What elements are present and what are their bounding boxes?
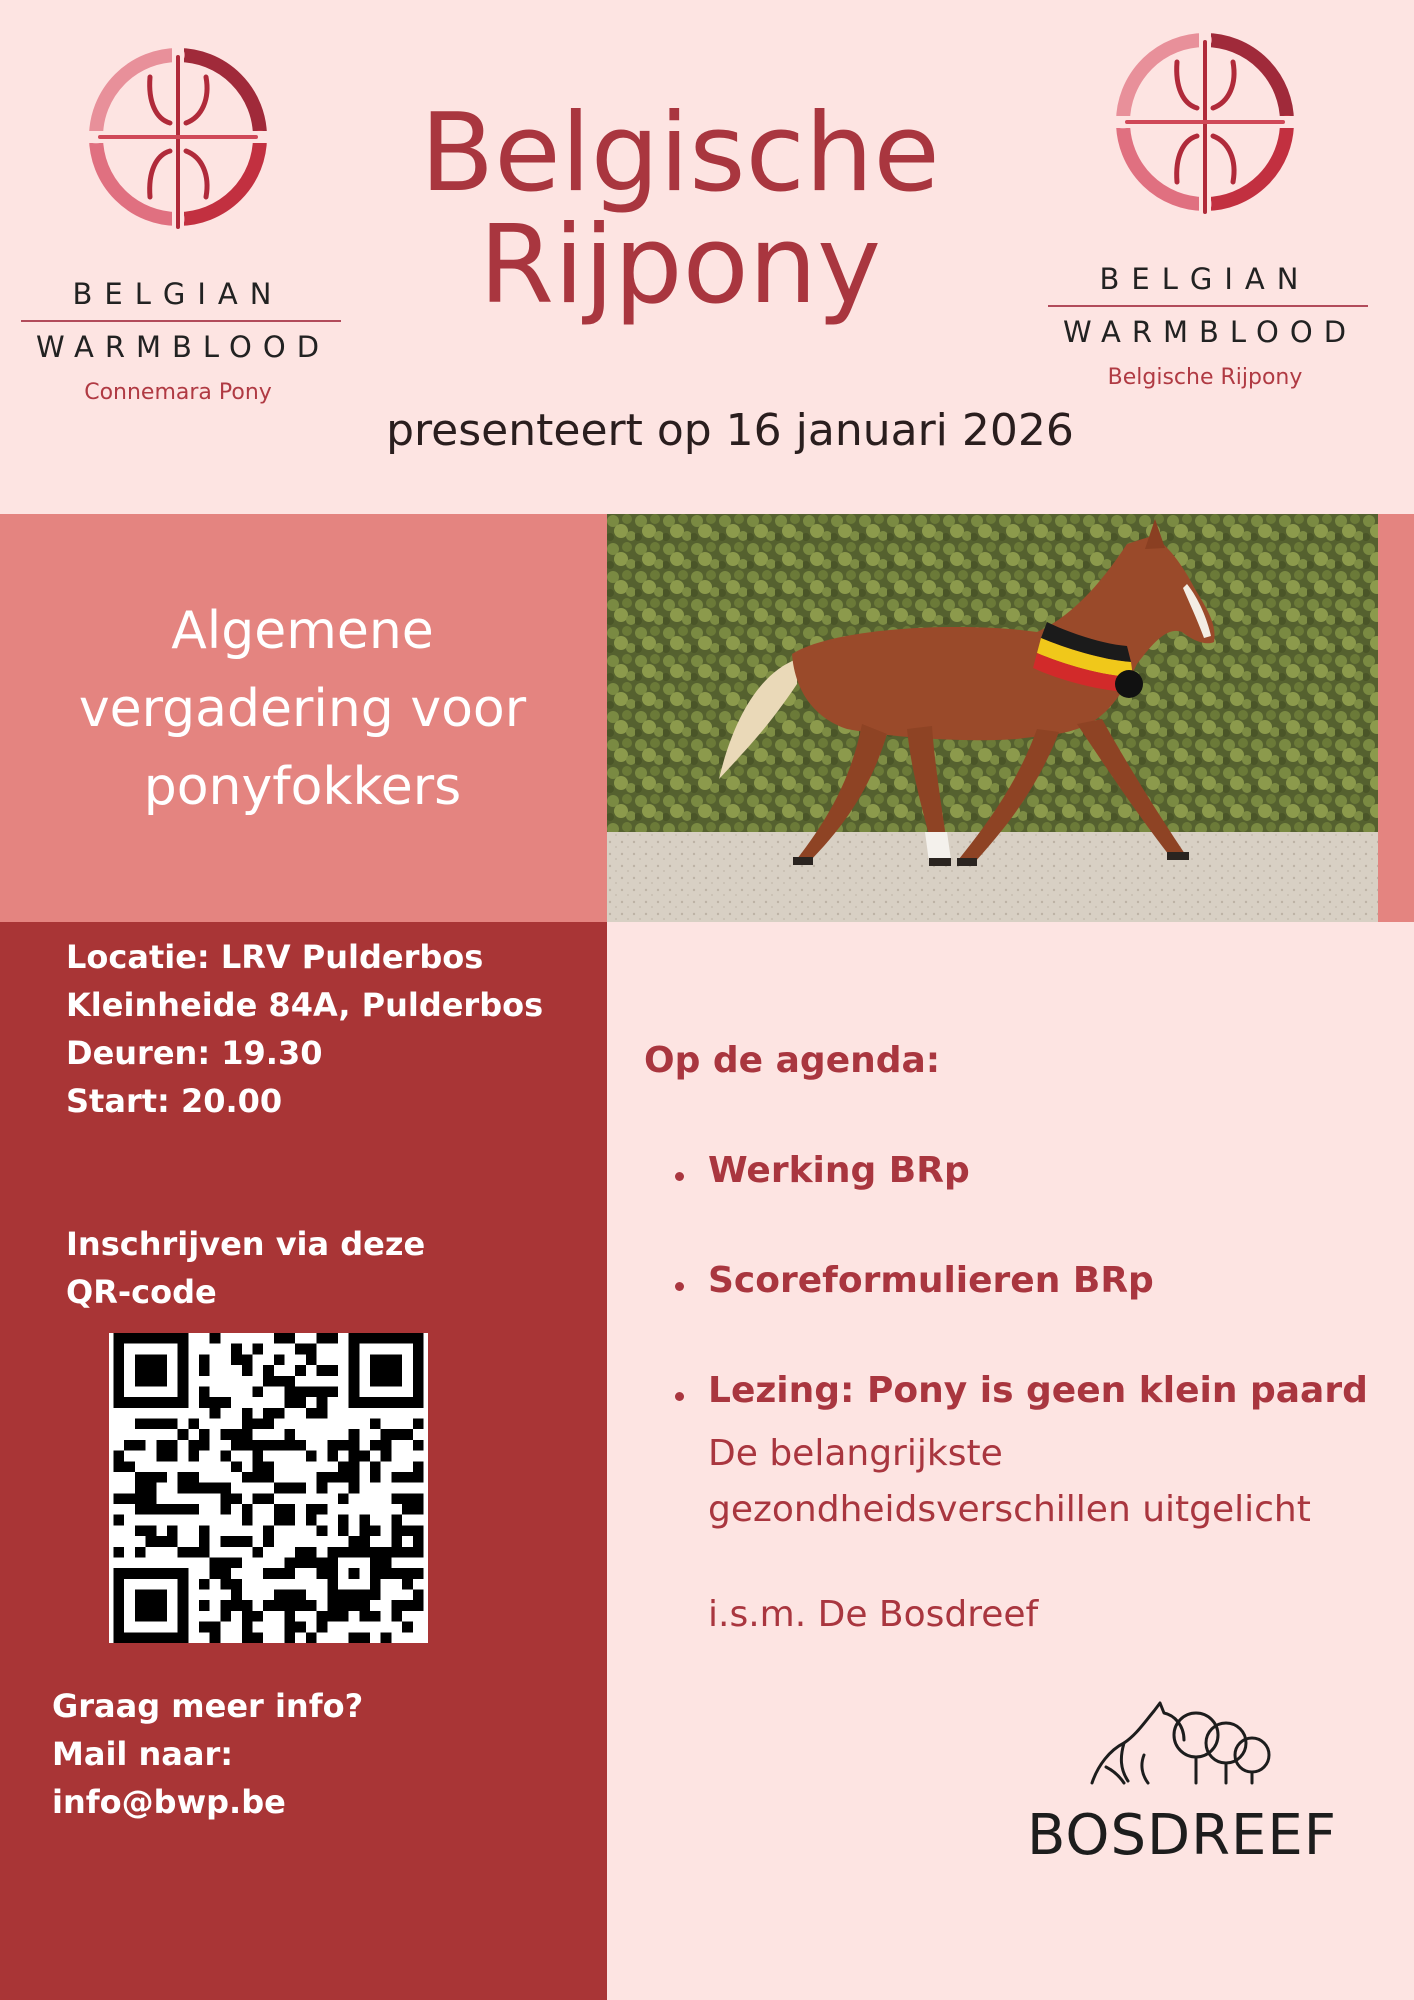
agenda-title: Op de agenda: [644, 1040, 941, 1081]
address-text: Kleinheide 84A, Pulderbos [66, 986, 544, 1024]
bwp-emblem-icon [78, 37, 278, 247]
belgian-warmblood-logo-connemara [13, 37, 343, 405]
agenda-desc-line1: De belangrijkste [708, 1433, 1003, 1474]
contact-email-link[interactable]: info@bwp.be [52, 1783, 286, 1821]
title-line2: Rijpony [478, 203, 882, 328]
agenda-item-label: Werking BRp [708, 1150, 970, 1191]
agenda-item-label: Lezing: Pony is geen klein paard [708, 1370, 1368, 1411]
presents-date: presenteert op 16 januari 2026 [386, 405, 1074, 456]
logo-divider [21, 320, 341, 322]
bwp-emblem-icon [1105, 22, 1305, 232]
logo-brand-line1: BELGIAN [72, 277, 284, 311]
bullet-icon [675, 1392, 684, 1401]
pony-photo [607, 514, 1378, 922]
logo-brand-line1: BELGIAN [1099, 262, 1311, 296]
register-line2: QR-code [66, 1273, 217, 1311]
bosdreef-horse-trees-icon [1084, 1695, 1284, 1790]
meeting-title [20, 592, 585, 826]
bullet-icon [675, 1172, 684, 1181]
register-instructions [66, 1220, 425, 1316]
meeting-line3: ponyfokkers [143, 757, 462, 817]
contact-info [52, 1682, 363, 1826]
pink-edge-strip [1378, 514, 1414, 922]
agenda-item-label: Scoreformulieren BRp [708, 1260, 1154, 1301]
title-line1: Belgische [420, 91, 940, 216]
doors-time-text: Deuren: 19.30 [66, 1034, 323, 1072]
contact-line2: Mail naar: [52, 1735, 234, 1773]
meeting-line2: vergadering voor [78, 679, 527, 739]
contact-line1: Graag meer info? [52, 1687, 364, 1725]
belgian-warmblood-logo-rijpony [1040, 22, 1370, 390]
logo-subtitle: Belgische Rijpony [1107, 365, 1303, 390]
bosdreef-logo [1012, 1695, 1352, 1875]
bosdreef-logo-text: BOSDREEF [1026, 1803, 1338, 1868]
logo-brand-line2: WARMBLOOD [35, 330, 331, 364]
event-details [66, 933, 543, 1125]
qr-code-icon [109, 1333, 428, 1643]
location-text: Locatie: LRV Pulderbos [66, 938, 484, 976]
start-time-text: Start: 20.00 [66, 1082, 283, 1120]
registration-qr-code[interactable] [109, 1333, 428, 1643]
page-title [380, 91, 980, 328]
agenda-item-description [708, 1426, 1311, 1538]
logo-divider [1048, 305, 1368, 307]
pony-foal-image [607, 514, 1378, 922]
header [0, 0, 1414, 514]
logo-brand-line2: WARMBLOOD [1062, 315, 1358, 349]
agenda-desc-line2: gezondheidsverschillen uitgelicht [708, 1489, 1311, 1530]
bullet-icon [675, 1282, 684, 1291]
partner-note: i.s.m. De Bosdreef [708, 1594, 1039, 1635]
logo-subtitle: Connemara Pony [84, 380, 272, 405]
register-line1: Inschrijven via deze [66, 1225, 426, 1263]
meeting-line1: Algemene [171, 601, 434, 661]
